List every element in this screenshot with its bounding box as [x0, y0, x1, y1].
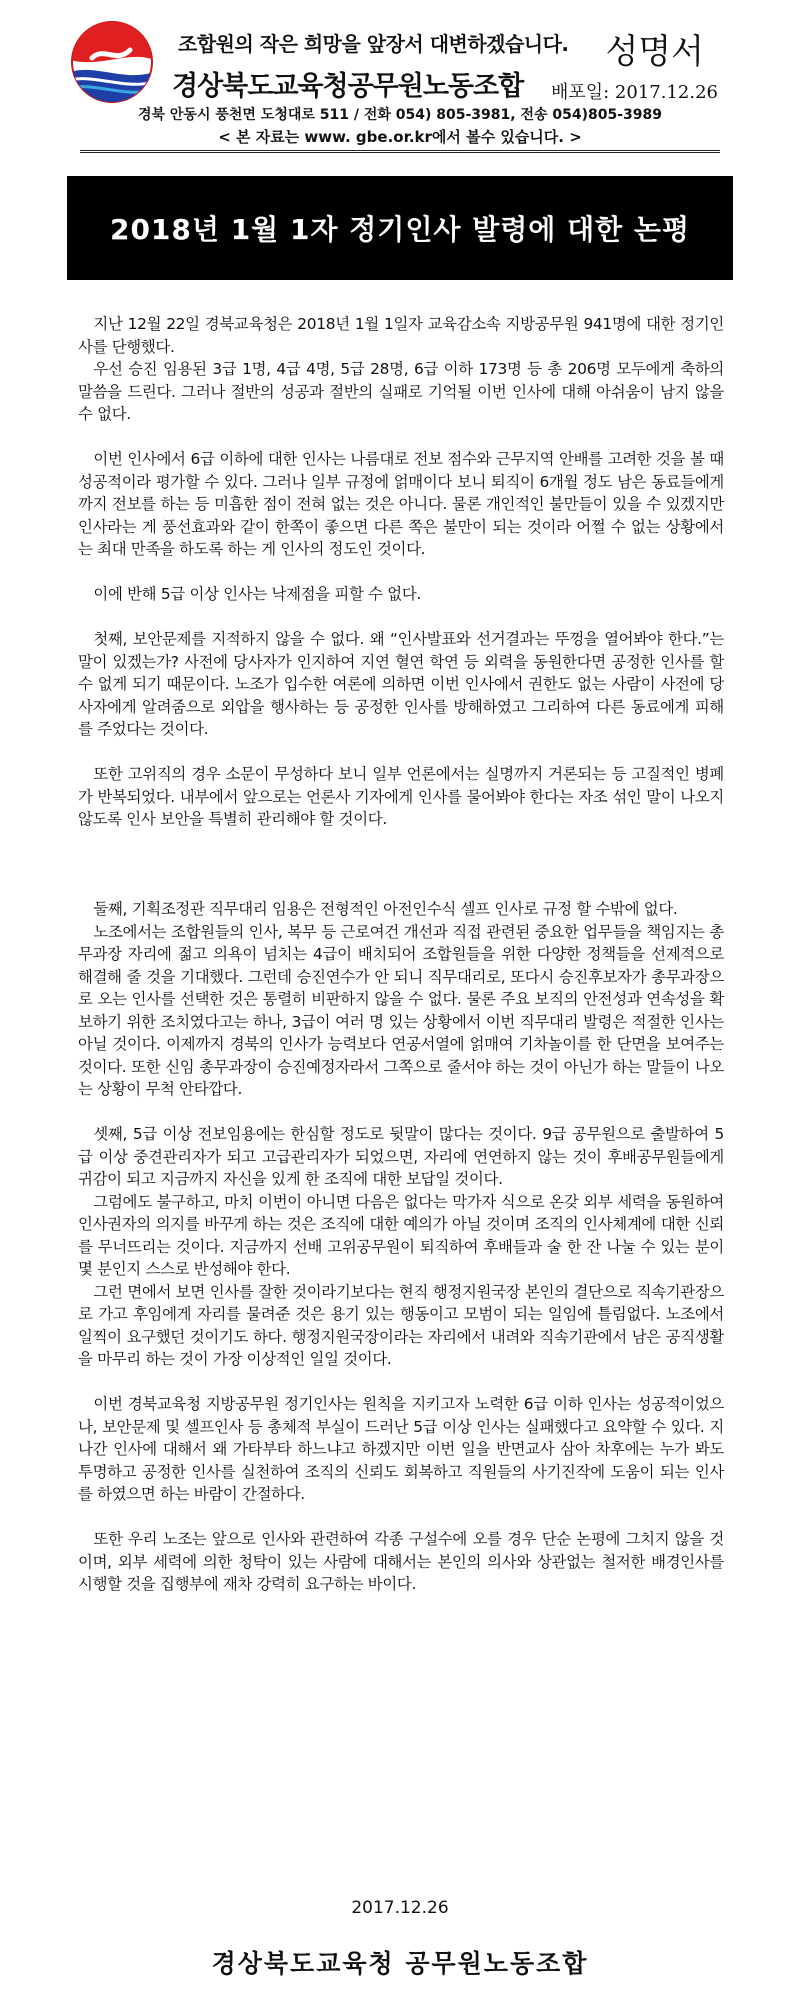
union-logo: [70, 20, 154, 104]
paragraph: 첫째, 보안문제를 지적하지 않을 수 없다. 왜 “인사발표와 선거결과는 뚜껑을 열어봐야 한다.”는 말이 있겠는가? 사전에 당사자가 인지하여 지연 혈연 학연 등 외력을 동원한다면 공정한 인사를 할 수 없게 되기 때문이다. 노조가 입수한 여론에 의하면 이번 인사에서 권한도 없는 사람이 사전에 당사자에게 알려줌으로 외압을 행사하는 등 공정한 인사를 방해하였고 그리하여 다른 동료에게 피해를 주었다는 것이다.: [78, 630, 724, 738]
paragraph: [78, 426, 724, 449]
paragraph: 이번 경북교육청 지방공무원 정기인사는 원칙을 지키고자 노력한 6급 이하 인사는 성공적이었으나, 보안문제 및 셀프인사 등 총체적 부실이 드러난 5급 이상 인사는 실패했다고 요약할 수 있다. 지나간 인사에 대해서 왜 가타부타 하느냐고 하겠지만 이번 일을 반면교사 삼아 차후에는 누가 봐도 투명하고 공정한 인사를 실천하여 조직의 신뢰도 회복하고 직원들의 사기진작에 도움이 되는 인사를 하였으면 하는 바람이 간절하다.: [78, 1395, 724, 1503]
paragraph: 셋째, 5급 이상 전보임용에는 한심할 정도로 뒷말이 많다는 것이다. 9급 공무원으로 출발하여 5급 이상 중견관리자가 되고 고급관리자가 되었으면, 자리에 연연하지 않는 것이 후배공무원들에게 귀감이 되고 지금까지 자신을 있게 한 조직에 대한 보답일 것이다.: [78, 1125, 724, 1188]
paragraph: 그런 면에서 보면 인사를 잘한 것이라기보다는 현직 행정지원국장 본인의 결단으로 직속기관장으로 가고 후임에게 자리를 물려준 것은 용기 있는 행동이고 모범이 되는 일임에 틀림없다. 노조에서 일찍이 요구했던 것이기도 하다. 행정지원국장이라는 자리에서 내려와 직속기관에서 남은 공직생활을 마무리 하는 것이 가장 이상적인 일일 것이다.: [78, 1282, 724, 1368]
paragraph: 지난 12월 22일 경북교육청은 2018년 1월 1일자 교육감소속 지방공무원 941명에 대한 정기인사를 단행했다.: [78, 315, 724, 356]
closing-organization: 경상북도교육청 공무원노동조합: [211, 1949, 589, 1978]
source-note: < 본 자료는 www. gbe.or.kr에서 볼수 있습니다. >: [218, 128, 582, 146]
paragraph: [78, 1101, 724, 1124]
paragraph: [78, 876, 724, 899]
paragraph: [78, 853, 724, 876]
closing-date: 2017.12.26: [351, 1898, 449, 1918]
document-title: 2018년 1월 1자 정기인사 발령에 대한 논평: [109, 213, 691, 246]
paragraph: 노조에서는 조합원들의 인사, 복무 등 근로여건 개선과 직접 관련된 중요한 업무들을 책임지는 총무과장 자리에 젊고 의욕이 넘치는 4급이 배치되어 조합원들을 위한 다양한 정책들을 선제적으로 해결해 줄 것을 기대했다. 그런데 승진연수가 안 되니 직무대리로, 또다시 승진후보자가 총무과장으로 오는 인사를 선택한 것은 통렬히 비판하지 않을 수 없다. 물론 주요 보직의 안전성과 연속성을 확보하기 위한 조치였다고는 하나, 3급이 여러 명 있는 상황에서 이번 직무대리 발령은 적절한 인사는 아닐 것이다. 이제까지 경북의 인사가 능력보다 연공서열에 얽매여 기차놀이를 한 단면을 보여주는 것이다. 또한 신임 총무과장이 승진예정자라서 그쪽으로 줄서야 하는 것이 아닌가 하는 말들이 나오는 상황이 무척 안타깝다.: [78, 922, 724, 1098]
paragraph: 둘째, 기획조정관 직무대리 임용은 전형적인 아전인수식 셀프 인사로 규정 할 수밖에 없다.: [93, 900, 678, 918]
paragraph: [78, 741, 724, 764]
paragraph: [78, 1371, 724, 1394]
letterhead: [70, 20, 730, 103]
document-type: 성명서: [605, 32, 704, 72]
contact-info: 경북 안동시 풍천면 도청대로 511 / 전화 054) 805-3981, 전송 054)805-3989: [137, 107, 663, 123]
paragraph: [78, 1506, 724, 1529]
header-divider: [80, 150, 720, 153]
paragraph: 우선 승진 임용된 3급 1명, 4급 4명, 5급 28명, 6급 이하 173명 등 총 206명 모두에게 축하의 말씀을 드린다. 그러나 절반의 성공과 절반의 실패로 기억될 이번 인사에 대해 아쉬움이 남지 않을 수 없다.: [78, 360, 724, 423]
union-slogan: 조합원의 작은 희망을 앞장서 대변하겠습니다.: [178, 32, 569, 56]
paragraph: 이번 인사에서 6급 이하에 대한 인사는 나름대로 전보 점수와 근무지역 안배를 고려한 것을 볼 때 성공적이라 평가할 수 있다. 그러나 일부 규정에 얽매이다 보니 퇴직이 6개월 정도 남은 동료들에게 까지 전보를 하는 등 미흡한 점이 전혀 없는 것은 아니다. 물론 개인적인 불만들이 있을 수 있겠지만 인사라는 게 풍선효과와 같이 한쪽이 좋으면 다른 쪽은 불만이 되는 것이라 어쩔 수 없는 상황에서는 최대 만족을 하도록 하는 게 인사의 정도인 것이다.: [78, 450, 724, 558]
paragraph: 또한 고위직의 경우 소문이 무성하다 보니 일부 언론에서는 실명까지 거론되는 등 고질적인 병폐가 반복되었다. 내부에서 앞으로는 언론사 기자에게 인사를 물어봐야 한다는 자조 섞인 말이 나오지 않도록 인사 보안을 특별히 관리해야 할 것이다.: [78, 765, 725, 828]
paragraph: [78, 561, 724, 584]
paragraph: 이에 반해 5급 이상 인사는 낙제점을 피할 수 없다.: [93, 585, 421, 603]
paragraph: 그럼에도 불구하고, 마치 이번이 아니면 다음은 없다는 막가자 식으로 온갖 외부 세력을 동원하여 인사권자의 의지를 바꾸게 하는 것은 조직에 대한 예의가 아닐 것이며 조직의 인사체계에 대한 신뢰를 무너뜨리는 것이다. 지금까지 선배 고위공무원이 퇴직하여 후배들과 술 한 잔 나눌 수 있는 분이 몇 분인지 스스로 반성해야 한다.: [78, 1192, 724, 1278]
paragraph: [78, 606, 724, 629]
paragraph: 또한 우리 노조는 앞으로 인사와 관련하여 각종 구설수에 오를 경우 단순 논평에 그치지 않을 것이며, 외부 세력에 의한 청탁이 있는 사람에 대해서는 본인의 의사와 상관없는 철저한 배경인사를 시행할 것을 집행부에 재차 강력히 요구하는 바이다.: [78, 1530, 724, 1593]
statement-body: [78, 313, 724, 1596]
paragraph: [78, 831, 724, 854]
title-banner: [67, 176, 733, 280]
distribution-date: 배포일: 2017.12.26: [550, 82, 718, 103]
union-name: 경상북도교육청공무원노동조합: [172, 71, 524, 102]
